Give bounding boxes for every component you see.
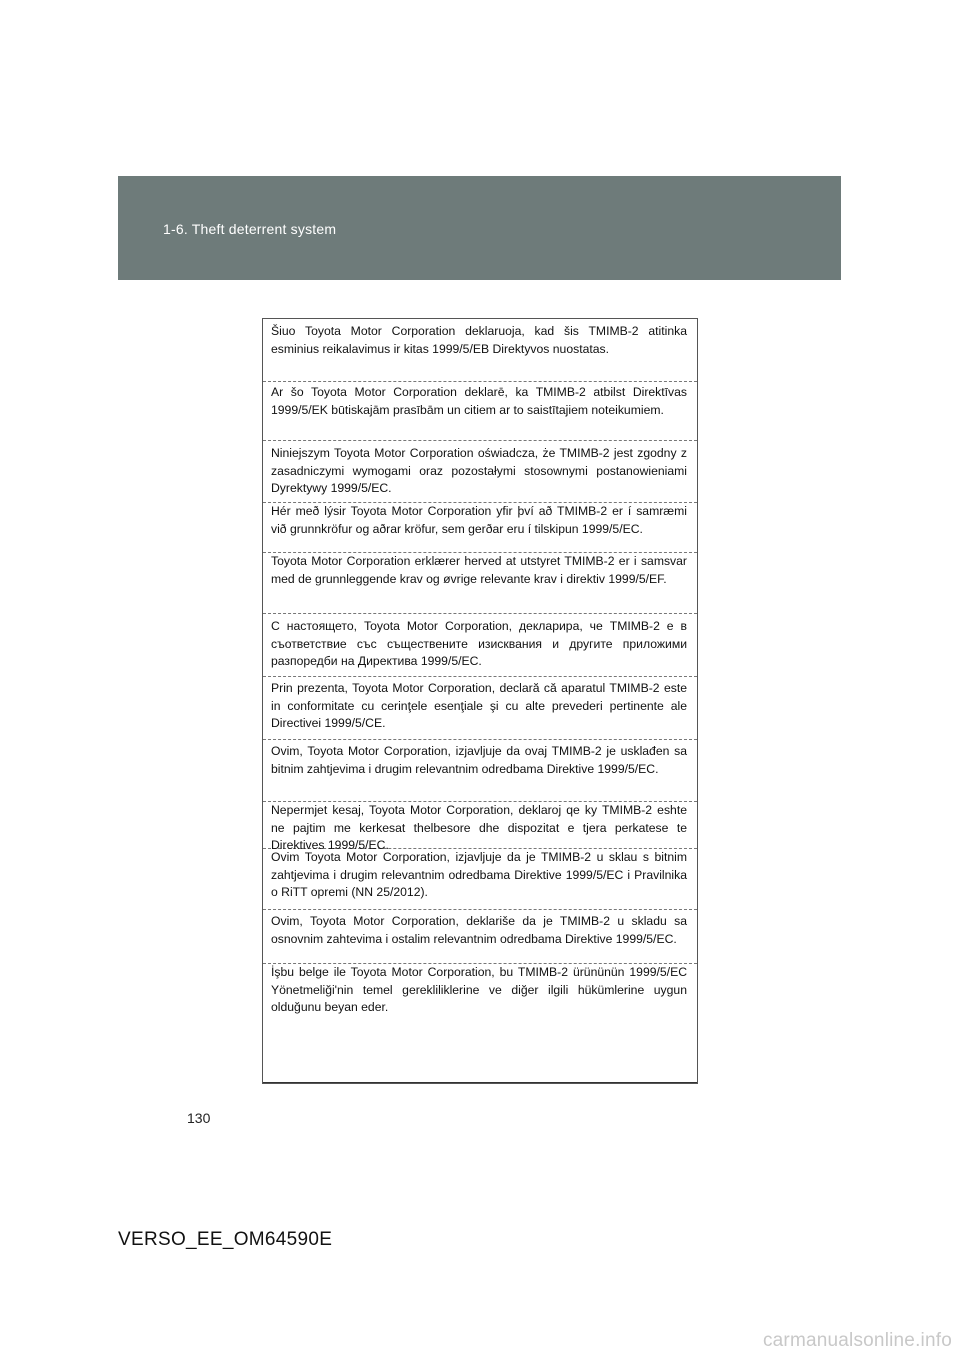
declaration-text: İşbu belge ile Toyota Motor Corporation, bu TMIMB-2 ürününün 1999/5/EC Yönetmeliği'nin temel gerekliliklerine ve diğer ilgili hükümlerine uygun olduğunu beyan eder. [271,965,687,1014]
declaration-text: Niniejszym Toyota Motor Corporation oświadcza, że TMIMB-2 jest zgodny z zasadniczymi wymogami oraz pozostałymi stosownymi postanowieniami Dyrektywy 1999/5/EC. [271,446,687,495]
declaration-norwegian [263,553,697,614]
box-bottom-rule [263,1082,697,1083]
page-number: 130 [187,1110,211,1126]
declaration-polish [263,441,697,503]
declaration-box [262,318,698,1084]
declaration-text: Šiuo Toyota Motor Corporation deklaruoja, kad šis TMIMB-2 atitinka esminius reikalavimus ir kitas 1999/5/EB Direktyvos nuostatas. [271,324,687,356]
declaration-bosnian [263,740,697,802]
document-code: VERSO_EE_OM64590E [118,1229,333,1250]
declaration-text: С настоящето, Toyota Motor Corporation, декларира, че TMIMB-2 е в съответствие със съществените изисквания и другите приложими разпоредби на Директива 1999/5/EC. [271,619,687,668]
declaration-lithuanian [263,319,697,382]
declaration-text: Ovim, Toyota Motor Corporation, deklariše da je TMIMB-2 u skladu sa osnovnim zahtevima i ostalim relevantnim odredbama Direktive 1999/5/EC. [271,914,687,946]
declaration-text: Prin prezenta, Toyota Motor Corporation, declară că aparatul TMIMB-2 este in conformitate cu cerinţele esenţiale şi cu alte prevederi pertinente ale Directivei 1999/5/CE. [271,681,687,730]
declaration-text: Ar šo Toyota Motor Corporation deklarē, ka TMIMB-2 atbilst Direktīvas 1999/5/EK būtiskajām prasībām un citiem ar to saistītajiem noteikumiem. [271,385,687,417]
declaration-text: Ovim, Toyota Motor Corporation, izjavljuje da ovaj TMIMB-2 je usklađen sa bitnim zahtjevima i drugim relevantnim odredbama Direktive 1999/5/EC. [271,744,687,776]
declaration-croatian [263,849,697,910]
declaration-turkish [263,964,697,1083]
declaration-serbian [263,910,697,964]
declaration-text: Hér með lýsir Toyota Motor Corporation yfir því að TMIMB-2 er í samræmi við grunnkröfur og aðrar kröfur, sem gerðar eru í tilskipun 1999/5/EC. [271,504,687,536]
declaration-icelandic [263,503,697,553]
declaration-text: Toyota Motor Corporation erklærer herved at utstyret TMIMB-2 er i samsvar med de grunnleggende krav og øvrige relevante krav i direktiv 1999/5/EF. [271,554,687,586]
declaration-romanian [263,677,697,740]
declaration-albanian [263,802,697,852]
section-title: 1-6. Theft deterrent system [163,221,337,237]
declaration-bulgarian [263,614,697,677]
declaration-latvian [263,382,697,441]
site-watermark: carmanualsonline.info [762,1330,952,1351]
declaration-text: Nepermjet kesaj, Toyota Motor Corporation, deklaroj qe ky TMIMB-2 eshte ne pajtim me kerkesat thelbesore dhe dispozitat e tjera perkatese te Direktives 1999/5/EC. [271,803,687,852]
declaration-text: Ovim Toyota Motor Corporation, izjavljuje da je TMIMB-2 u sklau s bitnim zahtjevima i drugim relevantnim odredbama Direktive 1999/5/EC i Pravilnika o RiTT opremi (NN 25/2012). [271,850,687,899]
